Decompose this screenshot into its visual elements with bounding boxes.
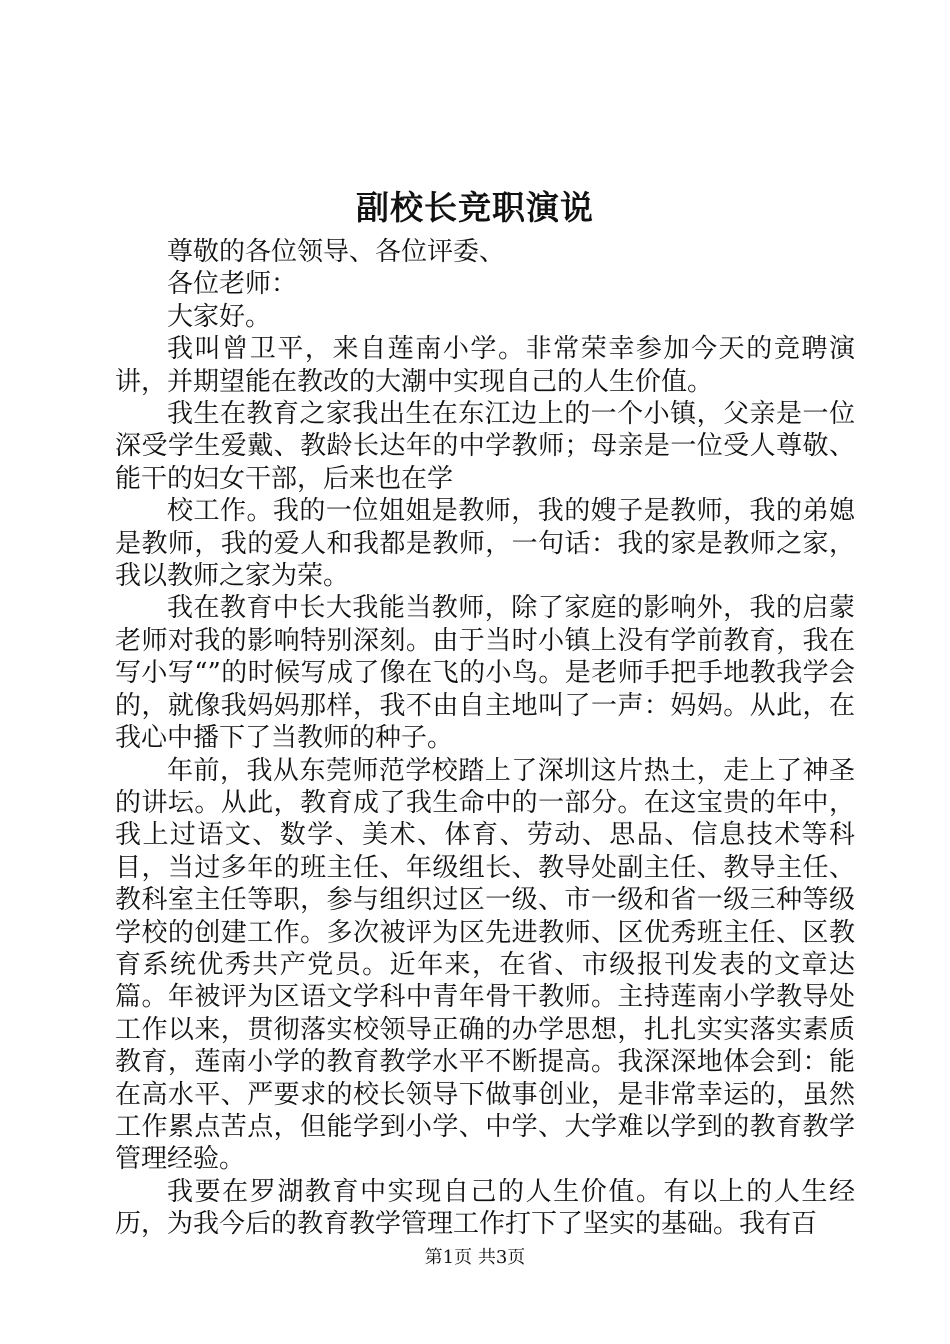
page-footer: 第1页 共3页 bbox=[424, 1247, 526, 1268]
paragraph-childhood: 我在教育中长大我能当教师，除了家庭的影响外，我的启蒙老师对我的影响特别深刻。由于当时小镇上没有学前教育，我在写小写“”的时候写成了像在飞的小鸟。是老师手把手地教我学会的，就像我妈妈那样，我不由自主地叫了一声：妈妈。从此，在我心中播下了当教师的种子。 bbox=[115, 593, 855, 754]
paragraph-family-continued: 校工作。我的一位姐姐是教师，我的嫂子是教师，我的弟媳是教师，我的爱人和我都是教师，一句话：我的家是教师之家，我以教师之家为荣。 bbox=[115, 496, 855, 592]
document-title: 副校长竞职演说 bbox=[356, 188, 594, 227]
paragraph-career: 年前，我从东莞师范学校踏上了深圳这片热土，走上了神圣的讲坛。从此，教育成了我生命中的一部分。在这宝贵的年中，我上过语文、数学、美术、体育、劳动、思品、信息技术等科目，当过多年的班主任、年级组长、教导处副主任、教导主任、教科室主任等职，参与组织过区一级、市一级和省一级三种等级学校的创建工作。多次被评为区先进教师、区优秀班主任、区教育系统优秀共产党员。近年来，在省、市级报刊发表的文章达篇。年被评为区语文学科中青年骨干教师。主持莲南小学教导处工作以来，贯彻落实校领导正确的办学思想，扎扎实实落实素质教育，莲南小学的教育教学水平不断提高。我深深地体会到：能在高水平、严要求的校长领导下做事创业，是非常幸运的，虽然工作累点苦点，但能学到小学、中学、大学难以学到的教育教学管理经验。 bbox=[115, 755, 855, 1175]
greeting: 大家好。 bbox=[167, 301, 272, 332]
paragraph-family: 我生在教育之家我出生在东江边上的一个小镇，父亲是一位深受学生爱戴、教龄长达年的中学教师；母亲是一位受人尊敬、能干的妇女干部，后来也在学 bbox=[115, 399, 855, 494]
paragraph-intro: 我叫曾卫平，来自莲南小学。非常荣幸参加今天的竞聘演讲，并期望能在教改的大潮中实现自己的人生价值。 bbox=[115, 334, 855, 397]
document-body bbox=[115, 236, 855, 1241]
salutation-line-2: 各位老师： bbox=[167, 269, 298, 300]
salutation-line-1: 尊敬的各位领导、各位评委、 bbox=[167, 237, 506, 267]
paragraph-value: 我要在罗湖教育中实现自己的人生价值。有以上的人生经历，为我今后的教育教学管理工作打下了坚实的基础。我有百 bbox=[115, 1176, 855, 1240]
